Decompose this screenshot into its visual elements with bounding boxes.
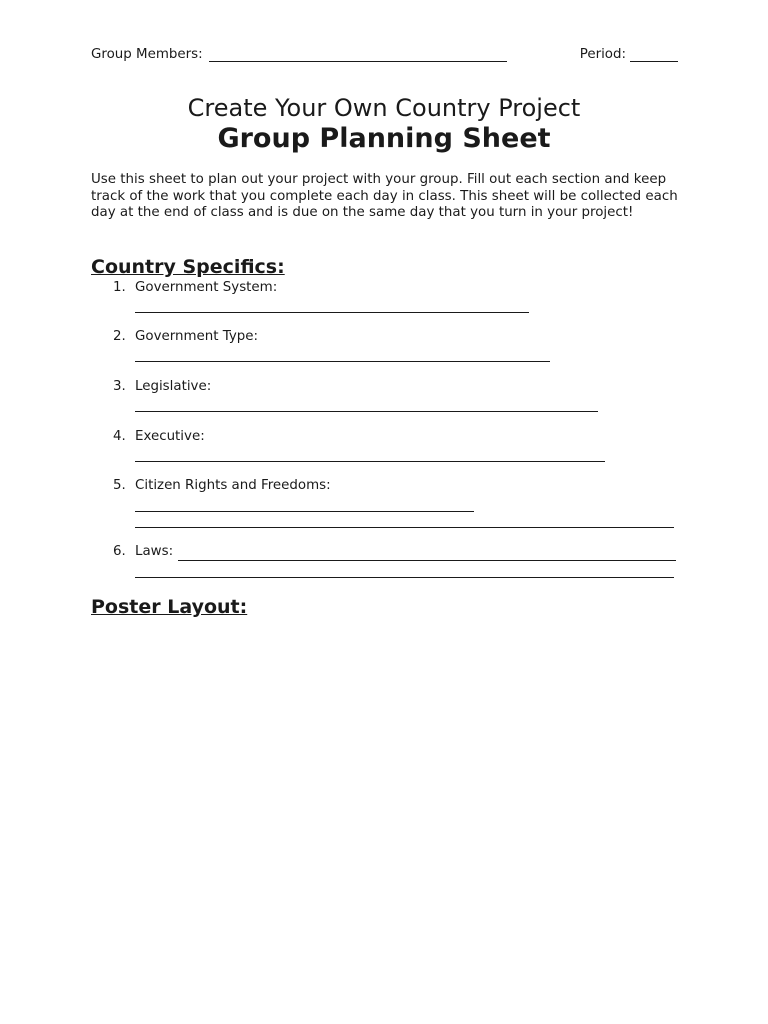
group-members-blank[interactable] xyxy=(209,61,507,62)
intro-paragraph: Use this sheet to plan out your project with your group. Fill out each section and keep track of the work that you complete each day in class. This sheet will be collected each day at the end of class and is due on the same day that you turn in your project! xyxy=(91,172,678,221)
laws-blank-2[interactable] xyxy=(135,577,674,578)
item-label: Government Type: xyxy=(135,329,259,344)
laws-blank-1[interactable] xyxy=(178,560,676,561)
item-number: 1. xyxy=(113,280,126,295)
item-number: 4. xyxy=(113,429,126,444)
item-number: 3. xyxy=(113,379,126,394)
legislative-blank[interactable] xyxy=(135,411,598,412)
item-label: Executive: xyxy=(135,429,205,444)
item-label: Citizen Rights and Freedoms: xyxy=(135,478,331,493)
executive-blank[interactable] xyxy=(135,461,605,462)
government-system-blank[interactable] xyxy=(135,312,529,313)
project-title: Create Your Own Country Project xyxy=(187,94,581,122)
citizen-rights-blank-2[interactable] xyxy=(135,527,674,528)
period-label: Period: xyxy=(579,47,626,62)
country-specifics-heading: Country Specifics: xyxy=(91,256,285,278)
item-number: 5. xyxy=(113,478,126,493)
group-members-label: Group Members: xyxy=(91,47,203,62)
sheet-title: Group Planning Sheet xyxy=(217,123,551,154)
citizen-rights-blank-1[interactable] xyxy=(135,511,474,512)
item-label: Government System: xyxy=(135,280,278,295)
item-number: 2. xyxy=(113,329,126,344)
item-label: Laws: xyxy=(135,544,174,559)
poster-layout-heading: Poster Layout: xyxy=(91,596,248,618)
government-type-blank[interactable] xyxy=(135,361,550,362)
item-label: Legislative: xyxy=(135,379,212,394)
poster-layout-area[interactable] xyxy=(91,625,681,1005)
item-number: 6. xyxy=(113,544,126,559)
period-blank[interactable] xyxy=(630,61,678,62)
